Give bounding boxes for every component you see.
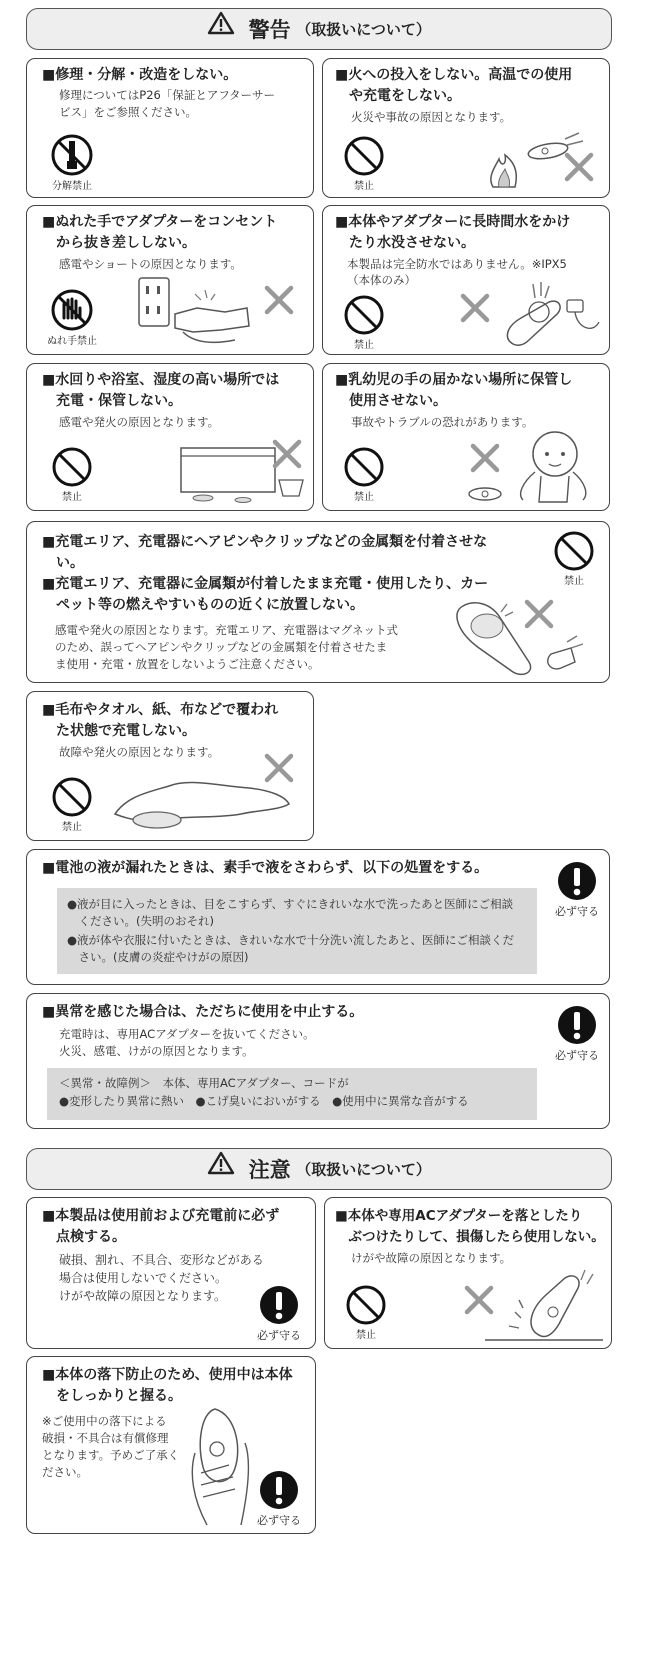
item-title: い。 — [42, 555, 84, 571]
item-title: ■毛布やタオル、紙、布などで覆われ — [42, 702, 279, 718]
item-desc: 事故やトラブルの恐れがあります。 — [351, 415, 534, 429]
warning-item-abnormal — [26, 993, 610, 1129]
caution-header — [26, 1148, 612, 1190]
item-title: ■異常を感じた場合は、ただちに使用を中止する。 — [42, 1004, 364, 1020]
note-line: さい。(皮膚の炎症やけがの原因) — [67, 950, 249, 964]
prohibited-icon — [47, 446, 97, 504]
item-desc: 修理についてはP26「保証とアフターサー — [59, 88, 276, 102]
warning-item-wet-hands — [26, 205, 314, 355]
item-title: ■乳幼児の手の届かない場所に保管し — [335, 372, 573, 388]
symbol-label: ぬれ手禁止 — [47, 336, 97, 347]
caution-triangle-icon — [207, 1150, 235, 1190]
item-desc: 破損・不具合は有償修理 — [42, 1431, 169, 1445]
note-line: ●液が目に入ったときは、目をこすらず、すぐにきれいな水で洗ったあと医師にご相談 — [67, 897, 514, 911]
cross-mark-icon — [523, 598, 555, 630]
item-desc: 破損、割れ、不具合、変形などがある — [59, 1253, 264, 1267]
item-desc: 感電や発火の原因となります。充電エリア、充電器はマグネット式 — [55, 623, 399, 637]
warning-item-fire — [322, 58, 610, 198]
mandatory-icon — [547, 1004, 607, 1062]
warning-item-water — [322, 205, 610, 355]
item-title: ■充電エリア、充電器にヘアピンやクリップなどの金属類を付着させな — [42, 534, 488, 550]
warning-subtitle: （取扱いについて） — [296, 20, 431, 39]
warning-item-disassembly — [26, 58, 314, 198]
note-line: ＜異常・故障例＞ 本体、専用ACアダプター、コードが — [59, 1076, 349, 1090]
note-line: ●変形したり異常に熱い ●こげ臭いにおいがする ●使用中に異常な音がする — [59, 1094, 469, 1108]
item-desc: ※ご使用中の落下による — [42, 1414, 167, 1428]
charger-illustration — [443, 592, 593, 682]
warning-title: 警告 — [248, 17, 291, 42]
symbol-label: 必ず守る — [257, 1329, 301, 1342]
cross-mark-icon — [563, 151, 595, 183]
item-desc: 場合は使用しないでください。 — [59, 1271, 228, 1285]
item-title: ■修理・分解・改造をしない。 — [42, 67, 238, 83]
symbol-label: 禁止 — [564, 576, 584, 587]
note-line: ください。(失明のおそれ) — [67, 914, 214, 928]
cross-mark-icon — [271, 438, 303, 470]
item-desc: ビス」をご参照ください。 — [59, 105, 197, 119]
mandatory-icon — [547, 860, 607, 918]
symbol-label: 分解禁止 — [52, 181, 92, 192]
prohibited-icon — [47, 776, 97, 834]
warning-item-metal — [26, 521, 610, 683]
item-desc: ま使用・充電・放置をしないようご注意ください。 — [55, 657, 320, 671]
symbol-label: 禁止 — [354, 340, 374, 351]
item-title: 点検する。 — [42, 1229, 126, 1245]
warning-item-children — [322, 363, 610, 511]
item-title: ■本体や専用ACアダプターを落としたり — [335, 1208, 583, 1224]
item-desc: のため、誤ってヘアピンやクリップなどの金属類を付着させたま — [55, 640, 388, 654]
no-disassembly-icon — [45, 133, 99, 193]
caution-title: 注意 — [248, 1157, 291, 1182]
warning-item-battery-leak — [26, 849, 610, 985]
item-title: ■電池の液が漏れたときは、素手で液をさわらず、以下の処置をする。 — [42, 860, 489, 876]
mandatory-icon — [249, 1284, 309, 1342]
item-title: たり水没させない。 — [335, 235, 475, 251]
warning-item-covered — [26, 691, 314, 841]
symbol-label: 禁止 — [354, 492, 374, 503]
symbol-label: 禁止 — [62, 822, 82, 833]
caution-item-inspect — [26, 1197, 316, 1349]
item-desc: （本体のみ） — [347, 273, 416, 287]
item-desc: ださい。 — [42, 1465, 88, 1479]
prohibited-icon — [341, 1284, 391, 1342]
symbol-label: 禁止 — [354, 181, 374, 192]
cross-mark-icon — [263, 284, 295, 316]
item-title: 使用させない。 — [335, 393, 447, 409]
item-title: から抜き差ししない。 — [42, 235, 196, 251]
item-desc: 故障や発火の原因となります。 — [59, 745, 220, 759]
prohibited-icon — [339, 446, 389, 504]
item-desc: けがや故障の原因となります。 — [59, 1289, 227, 1303]
item-title: ■ぬれた手でアダプターをコンセント — [42, 214, 278, 230]
warning-triangle-icon — [207, 10, 235, 50]
prohibited-icon — [339, 135, 389, 193]
note-line: ●液が体や衣服に付いたときは、きれいな水で十分洗い流したあと、医師にご相談くだ — [67, 933, 515, 947]
item-desc: となります。予めご了承く — [42, 1448, 180, 1462]
cross-mark-icon — [263, 752, 295, 784]
warning-header — [26, 8, 612, 50]
item-title: や充電をしない。 — [335, 88, 461, 104]
cross-mark-icon — [459, 292, 491, 324]
item-desc: 本製品は完全防水ではありません。※IPX5 — [347, 257, 567, 271]
item-desc: 火災や事故の原因となります。 — [351, 110, 512, 124]
item-title: ■本製品は使用前および充電前に必ず — [42, 1208, 280, 1224]
symbol-label: 必ず守る — [555, 1049, 599, 1062]
baby-illustration — [463, 428, 603, 508]
caution-item-grip — [26, 1356, 316, 1534]
item-desc: 感電やショートの原因となります。 — [59, 257, 242, 271]
item-title: ぶつけたりして、損傷したら使用しない。 — [335, 1229, 605, 1245]
item-desc: 感電や発火の原因となります。 — [59, 415, 220, 429]
item-title: 充電・保管しない。 — [42, 393, 182, 409]
item-title: ■水回りや浴室、湿度の高い場所では — [42, 372, 280, 388]
item-desc: 充電時は、専用ACアダプターを抜いてください。 — [59, 1027, 315, 1041]
item-title: ■充電エリア、充電器に金属類が付着したまま充電・使用したり、カー — [42, 576, 489, 592]
symbol-label: 禁止 — [62, 492, 82, 503]
item-title: ■本体の落下防止のため、使用中は本体 — [42, 1367, 293, 1383]
item-title: ペット等の燃えやすいものの近くに放置しない。 — [42, 597, 364, 613]
symbol-label: 必ず守る — [555, 905, 599, 918]
prohibited-icon — [339, 294, 389, 352]
warning-item-humidity — [26, 363, 314, 511]
item-desc: 火災、感電、けがの原因となります。 — [59, 1044, 254, 1058]
outlet-plug-illustration — [135, 274, 255, 350]
item-title: ■火への投入をしない。高温での使用 — [335, 67, 573, 83]
prohibited-icon — [549, 530, 599, 588]
water-device-illustration — [493, 278, 605, 352]
caution-subtitle: （取扱いについて） — [296, 1160, 431, 1179]
symbol-label: 禁止 — [356, 1330, 376, 1341]
item-title: ■本体やアダプターに長時間水をかけ — [335, 214, 571, 230]
item-title: をしっかりと握る。 — [42, 1388, 182, 1404]
symbol-label: 必ず守る — [257, 1514, 301, 1527]
item-desc: けがや故障の原因となります。 — [351, 1251, 512, 1265]
caution-item-dropped — [324, 1197, 612, 1349]
item-title: た状態で充電しない。 — [42, 723, 196, 739]
falling-device-illustration — [485, 1266, 605, 1346]
no-wet-hands-icon — [41, 288, 103, 348]
mandatory-icon — [249, 1469, 309, 1527]
